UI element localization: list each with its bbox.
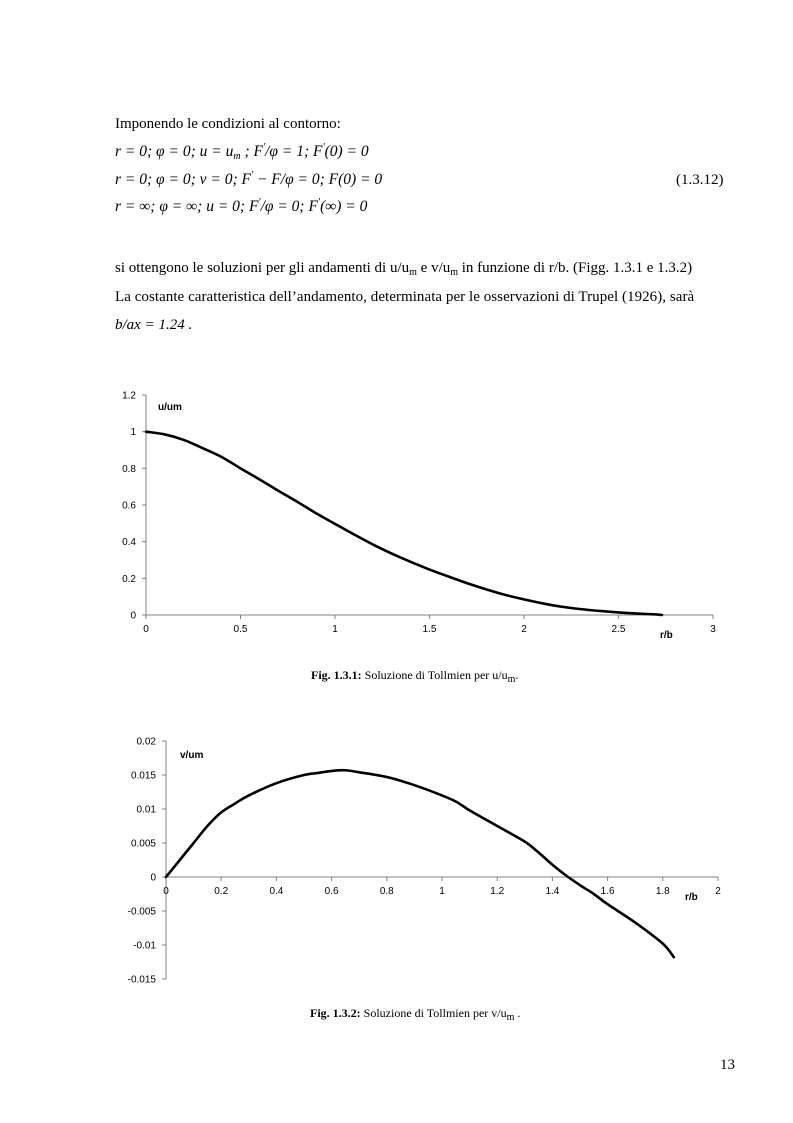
x-tick-label: 2 bbox=[521, 624, 527, 635]
y-tick-label: -0.01 bbox=[133, 940, 156, 952]
subscript-m: m bbox=[450, 267, 459, 278]
x-tick-label: 0.4 bbox=[269, 886, 284, 897]
paragraph-line-1b: e v/u bbox=[416, 260, 451, 276]
y-axis-label: v/um bbox=[180, 750, 204, 761]
x-tick-label: 2 bbox=[715, 886, 721, 897]
x-tick-label: 1 bbox=[332, 624, 338, 635]
figure-1-caption bbox=[311, 668, 518, 685]
figure-1-caption-end: . bbox=[515, 668, 519, 682]
x-tick-label: 0.5 bbox=[233, 624, 248, 635]
y-tick-label: -0.005 bbox=[127, 906, 156, 918]
y-tick-label: 0.2 bbox=[122, 573, 136, 585]
x-tick-label: 3 bbox=[710, 624, 716, 635]
x-tick-label: 0.2 bbox=[214, 886, 229, 897]
y-axis-label: u/um bbox=[158, 402, 182, 413]
chart-u-um bbox=[110, 380, 730, 650]
y-tick-label: 1 bbox=[130, 427, 136, 439]
paragraph-line-1a: si ottengono le soluzioni per gli andamenti di u/u bbox=[115, 260, 410, 276]
figure-2-caption-text: Soluzione di Tollmien per v/u bbox=[360, 1006, 507, 1020]
series-line bbox=[146, 432, 662, 615]
x-tick-label: 0 bbox=[143, 624, 149, 635]
x-tick-label: 0.6 bbox=[324, 886, 339, 897]
subscript-m: m bbox=[409, 267, 417, 278]
series-line bbox=[166, 770, 674, 957]
y-tick-label: 0.4 bbox=[122, 537, 136, 549]
x-axis-label: r/b bbox=[660, 630, 673, 641]
y-tick-label: 0.005 bbox=[130, 838, 156, 850]
paragraph-line-2: La costante caratteristica dell’andamento, determinata per le osservazioni di Trupel (1926), sarà bbox=[115, 289, 695, 305]
y-tick-label: 0.6 bbox=[122, 500, 136, 512]
equation-line-3: r = ∞; φ = ∞; u = 0; F'/φ = 0; F'(∞) = 0 bbox=[115, 197, 368, 215]
page-number: 13 bbox=[720, 1057, 735, 1073]
x-axis-label: r/b bbox=[685, 892, 698, 903]
y-tick-label: 0.8 bbox=[122, 463, 136, 475]
x-tick-label: 1.6 bbox=[600, 886, 615, 897]
y-tick-label: 0.01 bbox=[136, 804, 156, 816]
intro-text: Imponendo le condizioni al contorno: bbox=[115, 116, 341, 132]
x-tick-label: 1.4 bbox=[545, 886, 560, 897]
y-tick-label: 1.2 bbox=[122, 390, 136, 402]
figure-2-caption-sub: m bbox=[506, 1012, 515, 1023]
x-tick-label: 0.8 bbox=[379, 886, 394, 897]
x-tick-label: 1.5 bbox=[422, 624, 437, 635]
figure-1-caption-text: Soluzione di Tollmien per u/u bbox=[361, 668, 508, 682]
figure-2-caption-end: . bbox=[514, 1006, 521, 1020]
x-tick-label: 1 bbox=[439, 886, 445, 897]
x-tick-label: 0 bbox=[163, 886, 169, 897]
figure-1-caption-sub: m bbox=[507, 674, 516, 685]
x-tick-label: 1.2 bbox=[490, 886, 505, 897]
equation-number: (1.3.12) bbox=[676, 172, 724, 188]
paragraph-line-1c: in funzione di r/b. (Figg. 1.3.1 e 1.3.2) bbox=[458, 260, 693, 276]
x-tick-label: 2.5 bbox=[611, 624, 626, 635]
chart-v-um bbox=[110, 728, 730, 998]
y-tick-label: 0.015 bbox=[130, 770, 156, 782]
equation-line-2: r = 0; φ = 0; v = 0; F' − F/φ = 0; F(0) = 0 bbox=[115, 170, 383, 188]
figure-2-caption bbox=[310, 1006, 520, 1023]
x-tick-label: 1.8 bbox=[655, 886, 670, 897]
y-tick-label: 0 bbox=[150, 872, 156, 884]
figure-2-caption-label: Fig. 1.3.2: bbox=[310, 1006, 361, 1020]
y-tick-label: 0.02 bbox=[136, 736, 156, 748]
paragraph-line-3: b/ax = 1.24 . bbox=[115, 317, 193, 333]
figure-1-caption-label: Fig. 1.3.1: bbox=[311, 668, 362, 682]
y-tick-label: -0.015 bbox=[127, 974, 156, 986]
equation-line-1: r = 0; φ = 0; $u = u_m$ ; F'/φ = 1; F'(0) = 0 bbox=[115, 142, 369, 162]
y-tick-label: 0 bbox=[130, 610, 136, 622]
